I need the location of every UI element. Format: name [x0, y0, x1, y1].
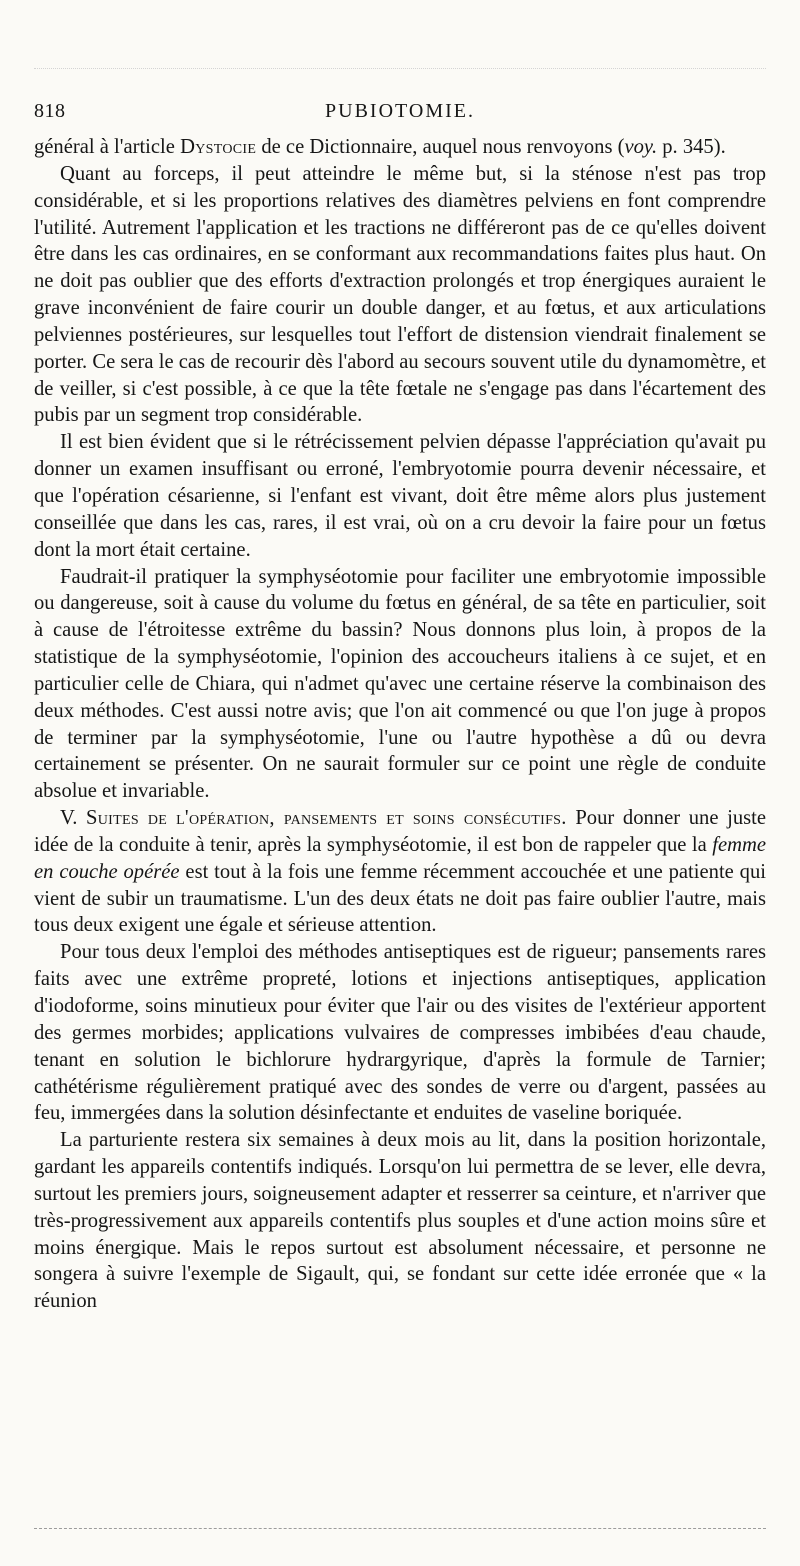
- book-page: [34, 0, 766, 1566]
- text-segment: Pour donner une juste idée de la conduite à tenir, après la symphyséotomie, il est bon de rappeler que la: [34, 807, 766, 856]
- footer-rule: [34, 1528, 766, 1529]
- text-segment: général à l'article: [34, 136, 181, 158]
- dictionary-article-ref: Dystocie: [180, 136, 257, 158]
- italic-phrase: femme en couche opérée: [34, 833, 766, 883]
- section-numeral: V.: [60, 807, 87, 830]
- text-segment: de ce Dictionnaire, auquel nous renvoyons (: [256, 136, 625, 158]
- text-segment: p. 345).: [657, 136, 726, 158]
- paragraph-continuation: [34, 134, 766, 161]
- paragraph-parturiente: La parturiente restera six semaines à deux mois au lit, dans la position horizontale, gardant les appareils contentifs indiqués. Lorsqu'on lui permettra de se lever, elle devra, surtout les premiers jours, soigneusement adapter et resserrer sa ceinture, et n'arriver que très-progressivement aux appareils contentifs plus souples et d'une action moins sûre et moins énergique. Mais le repos surtout est absolument nécessaire, et personne ne songera à suivre l'exemple de Sigault, qui, se fondant sur cette idée erronée que « la réunion: [34, 1129, 766, 1313]
- voy-reference: voy.: [624, 136, 658, 158]
- paragraph-suites-operation: [34, 805, 766, 939]
- body-text: [34, 134, 766, 1315]
- paragraph-embryotomie: Il est bien évident que si le rétrécissement pelvien dépasse l'appréciation qu'avait pu donner un examen insuffisant ou erroné, l'embryotomie pourra devenir nécessaire, et que l'opération césarienne, si l'enfant est vivant, doit être même alors plus justement conseillée que dans les cas, rares, il est vrai, où on a cru devoir la faire pour un fœtus dont la mort était certaine.: [34, 431, 766, 561]
- running-title: PUBIOTOMIE.: [325, 100, 475, 122]
- section-heading: Suites de l'opération, pansements et soins consécutifs.: [86, 807, 567, 830]
- text-segment: est tout à la fois une femme récemment accouchée et une patiente qui vient de subir un traumatisme. L'un des deux états ne doit pas faire oublier l'autre, mais tous deux exigent une égale et sérieuse attention.: [34, 860, 766, 937]
- page-number: 818: [34, 100, 66, 122]
- paragraph-forceps: Quant au forceps, il peut atteindre le même but, si la sténose n'est pas trop considérable, et si les proportions relatives des diamètres pelviens en font comprendre l'utilité. Autrement l'application et les tractions ne différeront pas de ce qu'elles doivent être dans les cas ordinaires, en se conformant aux recommandations faites plus haut. On ne doit pas oublier que des efforts d'extraction prolongés et trop énergiques auraient le grave inconvénient de faire courir un double danger, et au fœtus, et aux articulations pelviennes postérieures, sur lesquelles tout l'effort de distension viendrait finalement se porter. Ce sera le cas de recourir dès l'abord au secours souvent utile du dynamomètre, et de veiller, si c'est possible, à ce que la tête fœtale ne s'engage pas dans l'écartement des pubis par un segment trop considérable.: [34, 162, 766, 427]
- paragraph-symphyseotomie: Faudrait-il pratiquer la symphyséotomie pour faciliter une embryotomie impossible ou dangereuse, soit à cause du volume du fœtus en général, de sa tête en particulier, soit à cause de l'étroitesse extrême du bassin? Nous donnons plus loin, à propos de la statistique de la symphyséotomie, l'opinion des accoucheurs italiens à ce sujet, et en particulier celle de Chiara, qui n'admet qu'avec une certaine réserve la combinaison des deux méthodes. C'est aussi notre avis; que l'on ait commencé ou que l'on juge à propos de terminer par la symphyséotomie, l'une ou l'autre hypothèse a dû ou devra certainement se présenter. On ne saurait formuler sur ce point une règle de conduite absolue et invariable.: [34, 565, 766, 803]
- scan-noise-line: [34, 68, 766, 69]
- paragraph-antiseptiques: Pour tous deux l'emploi des méthodes antiseptiques est de rigueur; pansements rares faits avec une extrême propreté, lotions et injections antiseptiques, application d'iodoforme, soins minutieux pour éviter que l'air ou des visites de l'extérieur apportent des germes morbides; applications vulvaires de compresses imbibées d'eau chaude, tenant en solution le bichlorure hydrargyrique, d'après la formule de Tarnier; cathétérisme régulièrement pratiqué avec des sondes de verre ou d'argent, passées au feu, immergées dans la solution désinfectante et enduites de vaseline boriquée.: [34, 941, 766, 1125]
- page-header: [34, 100, 766, 130]
